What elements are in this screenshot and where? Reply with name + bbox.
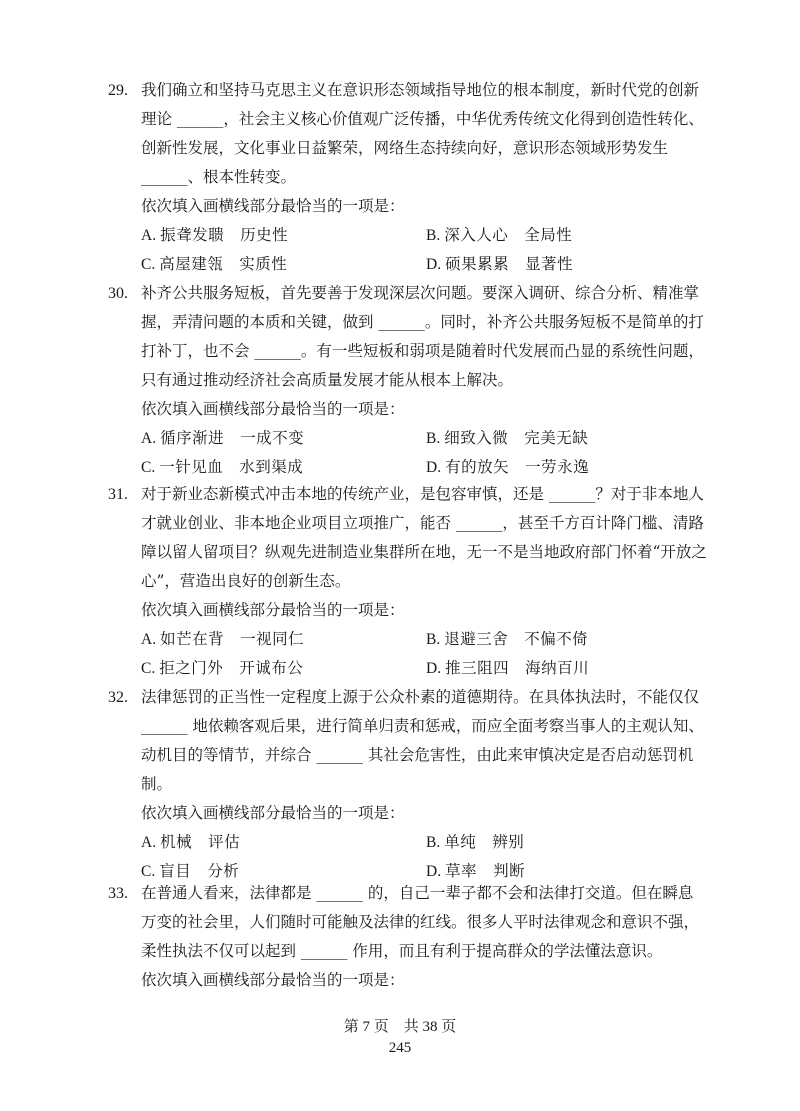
options-grid: [108, 828, 708, 886]
question-text: 对于新业态新模式冲击本地的传统产业，是包容审慎，还是 ______？对于非本地人才就业创业、非本地企业项目立项推广，能否 ______，甚至千方百计降门槛、清路障以留人留项目？纵观先进制造业集群所在地，无一不是当地政府部门怀着“开放之心”，营造出良好的创新生态。: [141, 485, 707, 590]
option-text: 如芒在背 一视同仁: [160, 630, 305, 648]
option-text: 草率 判断: [445, 862, 526, 880]
question-instruction: 依次填入画横线部分最恰当的一项是：: [141, 197, 405, 215]
question-number: 30.: [108, 285, 128, 302]
option-text: 振聋发聩 历史性: [160, 226, 289, 244]
option-text: 拒之门外 开诚布公: [159, 659, 304, 677]
question-29: [108, 76, 708, 279]
question-stem: [108, 480, 708, 596]
question-33: [108, 879, 708, 995]
question-number: 32.: [108, 689, 128, 706]
question-30: [108, 279, 708, 482]
option-d: [426, 453, 711, 482]
question-instruction: 依次填入画横线部分最恰当的一项是：: [141, 971, 405, 989]
option-text: 退避三舍 不偏不倚: [444, 630, 589, 648]
option-letter: C.: [141, 660, 156, 677]
question-stem: [108, 683, 708, 799]
option-letter: B.: [426, 227, 441, 244]
option-text: 细致入微 完美无缺: [444, 429, 589, 447]
question-text: 我们确立和坚持马克思主义在意识形态领域指导地位的根本制度，新时代党的创新理论 ______，社会主义核心价值观广泛传播，中华优秀传统文化得到创造性转化、创新性发展，文化事业日益繁荣，网络生态持续向好，意识形态领域形势发生 ______、根本性转变。: [141, 81, 704, 186]
option-b: [426, 828, 711, 857]
question-32: [108, 683, 708, 886]
option-a: [141, 828, 426, 857]
option-text: 盲目 分析: [159, 862, 240, 880]
question-text: 在普通人看来，法律都是 ______ 的，自己一辈子都不会和法律打交道。但在瞬息万变的社会里，人们随时可能触及法律的红线。很多人平时法律观念和意识不强，柔性执法不仅可以起到 ______ 作用，而且有利于提高群众的学法懂法意识。: [141, 884, 700, 960]
question-instruction: 依次填入画横线部分最恰当的一项是：: [141, 601, 405, 619]
option-letter: D.: [426, 660, 442, 677]
option-letter: A.: [141, 430, 157, 447]
option-c: [141, 654, 426, 683]
option-text: 深入人心 全局性: [444, 226, 573, 244]
option-b: [426, 424, 711, 453]
question-number: 29.: [108, 82, 128, 99]
option-letter: A.: [141, 834, 157, 851]
options-grid: [108, 424, 708, 482]
question-instruction: 依次填入画横线部分最恰当的一项是：: [141, 400, 405, 418]
option-a: [141, 221, 426, 250]
option-text: 高屋建瓴 实质性: [159, 255, 288, 273]
question-number: 31.: [108, 486, 128, 503]
option-letter: B.: [426, 834, 441, 851]
question-31: [108, 480, 708, 683]
option-text: 一针见血 水到渠成: [159, 458, 304, 476]
question-text: 补齐公共服务短板，首先要善于发现深层次问题。要深入调研、综合分析、精准掌握，弄清问题的本质和关键，做到 ______。同时，补齐公共服务短板不是简单的打打补丁，也不会 ______。有一些短板和弱项是随着时代发展而凸显的系统性问题，只有通过推动经济社会高质量发展才能从根本上解决。: [141, 284, 704, 389]
option-d: [426, 250, 711, 279]
page-number: 245: [388, 1040, 412, 1056]
option-letter: C.: [141, 863, 156, 880]
options-grid: [108, 221, 708, 279]
option-letter: D.: [426, 256, 442, 273]
option-text: 推三阻四 海纳百川: [445, 659, 590, 677]
option-letter: C.: [141, 459, 156, 476]
option-letter: D.: [426, 863, 442, 880]
question-stem: [108, 879, 708, 966]
page-counter: 第 7 页 共 38 页: [343, 1019, 457, 1035]
question-text: 法律惩罚的正当性一定程度上源于公众朴素的道德期待。在具体执法时，不能仅仅 ______ 地依赖客观后果，进行简单归责和惩戒，而应全面考察当事人的主观认知、动机目的等情节，并综合 ______ 其社会危害性，由此来审慎决定是否启动惩罚机制。: [141, 688, 704, 793]
question-number: 33.: [108, 885, 128, 902]
option-letter: B.: [426, 631, 441, 648]
option-text: 硕果累累 显著性: [445, 255, 574, 273]
option-a: [141, 424, 426, 453]
options-grid: [108, 625, 708, 683]
option-text: 循序渐进 一成不变: [160, 429, 305, 447]
option-text: 有的放矢 一劳永逸: [445, 458, 590, 476]
option-text: 机械 评估: [160, 833, 241, 851]
option-letter: A.: [141, 631, 157, 648]
option-a: [141, 625, 426, 654]
question-instruction: 依次填入画横线部分最恰当的一项是：: [141, 804, 405, 822]
option-letter: D.: [426, 459, 442, 476]
option-d: [426, 654, 711, 683]
option-b: [426, 625, 711, 654]
option-letter: C.: [141, 256, 156, 273]
option-b: [426, 221, 711, 250]
option-letter: A.: [141, 227, 157, 244]
option-text: 单纯 辨别: [444, 833, 525, 851]
question-stem: [108, 279, 708, 395]
option-letter: B.: [426, 430, 441, 447]
option-c: [141, 250, 426, 279]
question-stem: [108, 76, 708, 192]
option-c: [141, 453, 426, 482]
